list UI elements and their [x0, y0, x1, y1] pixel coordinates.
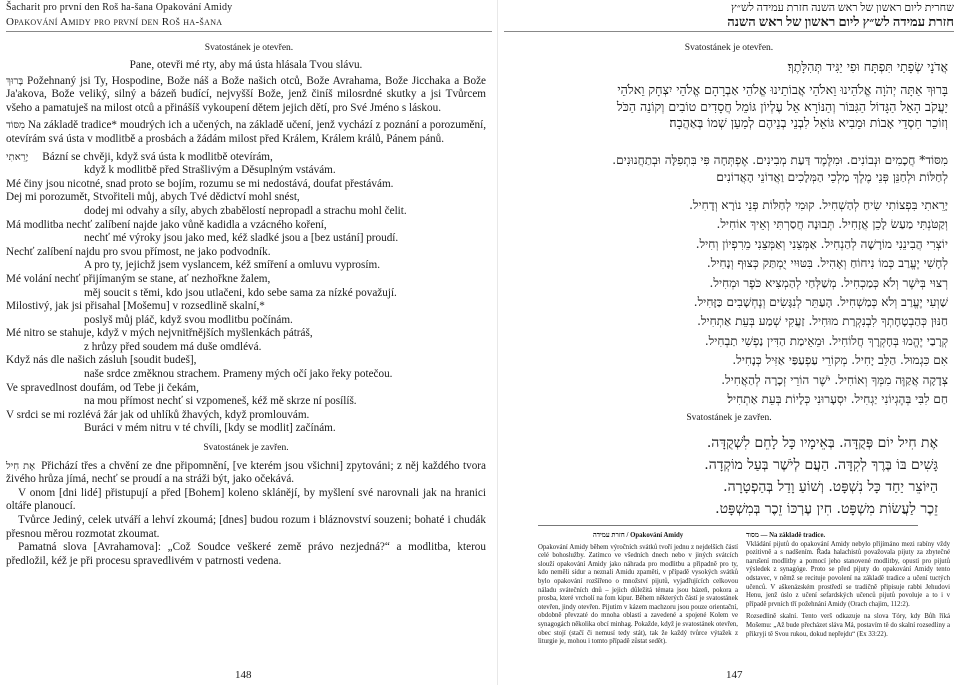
hebrew-avot-line: וְזוֹכֵר חַסְדֵי אָבוֹת וּמֵבִיא גּוֹאֵל לִבְנֵי בְנֵיהֶם לְמַעַן שְׁמוֹ בְּאַהֲבָה׃ — [669, 115, 948, 130]
poem-line-text: Mé činy jsou nicotné, snad proto se bojím, rozumu se mi nedostává, doufat přestávám. — [6, 177, 394, 190]
avot-text: Požehnaný jsi Ty, Hospodine, Bože náš a Bože našich otců, Bože Avrahama, Bože Jicchaka a Bože Ja'akova, Bože veliký, silný a bázeň budící, nejvyšší Bože, jenž činíš milosrdné skutky a jsi Tvůrcem všeho a pamatuješ na milost otců a přinášíš vykoupení dětem jejich dětí, pro Své Jméno s láskou. — [6, 74, 486, 114]
poem-line — [6, 422, 486, 436]
hebrew-piyyut-line: יוֹצְרִי הֲבִינֵנִי מוֹרָשָׁה לְהַנְחִיל. אַמְּצֵנִי וְאַמְּצֵנִי מֵרִפְיוֹן וְחִיל. — [695, 236, 948, 251]
et-chil-keyword: אֶת חִיל — [6, 460, 36, 472]
footnote-rule — [538, 525, 918, 526]
hebrew-piyyut-line: אִם כִּגְמוּל. הַלֵּב יָחִיל. מְקוֹרֵי עַפְעַפַּי אַזִּיל כְּנָחִיל. — [732, 353, 948, 368]
poem-line-text: Má modlitba nechť zalíbení najde jako vůně kadidla a vzácného koření, — [6, 218, 327, 231]
hebrew-closing-line: זֵכֶר לַעֲשׂוֹת מִשְׁפָּט. חִין עֶרְכּוֹ זֵכֶר בְּמִשְׁפָּט. — [715, 501, 938, 517]
hebrew-piyyut-line: חַם לִבִּי בְּהֶגְיוֹנִי יַגְחִיל. יִסְעָרוּנִי כְּלָיוֹת בְּעֵת אַתְחִיל׃ — [727, 392, 948, 407]
page-number: 148 — [235, 669, 252, 681]
hebrew-ark-closed-note: Svatostánek je zavřen. — [686, 413, 772, 423]
poem-line — [6, 354, 486, 368]
right-page — [498, 0, 960, 685]
ark-opened-note: Svatostánek je otevřen. — [204, 43, 294, 53]
closing-paragraph — [6, 514, 486, 541]
hebrew-piyyut-line: צְדָקָה אֲקַוֶּה מִמְּךָ וְאוֹחִיל. יֹשֶׁר הוֹרֵי זְכָרָה לְהַאֲחִיל. — [721, 372, 948, 387]
poem-line — [6, 314, 486, 328]
hebrew-closing-line: אֶת חִיל יוֹם פְּקֻדָּה. בְּאֵימָיו כָּל לָחֵם לִשְׁקֻדָּה. — [706, 435, 938, 451]
poem-line-text: Mé volání nechť přijímaným se stane, ať nezhořkne žalem, — [6, 272, 271, 285]
piyyut-yarati — [6, 151, 486, 436]
baruch-keyword: בָּרוּךְ — [6, 75, 24, 87]
hebrew-piyyut-line: רְצוּי בְּיֹשֶׁר וְלֹא כְּמַכְחִיל. מְשַׁלְּחַי לְהַמְצִיא כֹּפֶר וּמְחִיל. — [709, 275, 948, 290]
footnote-right — [746, 532, 950, 639]
hebrew-piyyut-line: חַנּוּן כְּהַבְטָחָתְךָ לִבְנִקְרַת מוּחִיל. זַעֲקִי שְׁמַע בְּעֵת אַתְחִיל. — [697, 314, 948, 329]
poem-line — [6, 300, 486, 314]
hebrew-closing-line: גָּשִׁים בּוֹ בֶּרֶךְ לְקִדָּה. הַעֲם לְיֹשֶׁר בְּעַל מוֹקְדָה. — [704, 457, 938, 473]
closing-paragraph — [6, 487, 486, 514]
hebrew-piyyut-line: קְרָבַי יֶהֱמוּ בְּחָקְרָךְ חֲלוֹחִיל. וּמֵאֵימַת הַדִּין נַפְשִׁי תַבְחִיל. — [704, 333, 948, 348]
hebrew-closing-line: הַיּוֹצֵר יַחַד כָּל נִשְׁפָּט. וְשׁוֹעַ וָדַל בְּהַפְטָרָה. — [723, 479, 938, 495]
poem-line-text: Dej mi porozumět, Stvořiteli můj, abych Tvé dědictví mohl snést, — [6, 191, 300, 204]
hebrew-misod-block — [508, 152, 948, 185]
hebrew-piyyut-line: שַׁוְעִי יֶעֱרַב וְלֹא כְּמַשְׁחִיל. הָעַתֵּר לְנִגָּשִׂים וְנֶחְשָׁבִים כַּזָּחִיל. — [693, 295, 948, 310]
footnote-right-text: Vkládání pijutů do opakování Amidy nebylo přijímáno mezi rabíny vždy pozitivně a s nadšením. Řada halachistů považovala pijuty za zbytečné narušení modlitby a pomocí jeho stanovené modlitby, opustí pro pijutů výsledek z synagóge. Proto se před pijuty do opakování Amidy tento odstavec, v němž se recituje povolení na základě tradice a učení tuctých učenců. V aškenázském prostředí se tradičně připisuje rabbi Jehudovi Henu, jenž úslo z učení sefardských učenců pijutů povoluje a to i v případě prvních tří požehnání Amidy (Orach chajim, 112:2). — [746, 540, 950, 608]
poem-line-text: nechť mé výroky jsou jako med, kéž sladké jsou a [bez ustání] proudí. — [84, 232, 399, 245]
poem-line-text: Nechť zalíbení najdu pro svou přímost, ne jako podvodník. — [6, 245, 271, 258]
poem-line-text: poslyš můj pláč, když svou modlitbu počínám. — [84, 313, 293, 326]
running-head-title: Opakování Amidy pro první den Roš ha-šana — [6, 16, 223, 28]
hebrew-avot-line: בָּרוּךְ אַתָּה יְהֹוָה אֱלֹהֵינוּ וֵאלֹהֵי אֲבוֹתֵינוּ אֱלֹהֵי אַבְרָהָם אֱלֹהֵי יִצְחָק וֵאלֹהֵי — [617, 82, 948, 97]
poem-line — [6, 232, 486, 246]
poem-line — [6, 246, 486, 260]
hebrew-page-number: 147 — [726, 669, 743, 681]
poem-line-text: naše srdce změknou strachem. Prameny mých očí jako řeky potečou. — [84, 368, 393, 381]
poem-line-text: Bázní se chvěji, když svá ústa k modlitbě otevírám, — [42, 150, 273, 163]
hebrew-closing-block — [538, 432, 938, 520]
poem-line-text: když k modlitbě před Strašlivým a Děsuplným vstávám. — [84, 164, 336, 177]
footnote-left-text: Opakování Amidy během výročních svátků tvoří jednu z nejdelších částí celé bohoslužby. Zatímco ve všedních dnech nebo v jiných svátcích slouží opakování Amidy jako náhrada pro modlitbu a připadně pro ty, kdo neměli sídur a neznali Amidu zpaměti, v případě vysokých svátků bylo opakování rozšířeno o množství pijutů, vyjadřujících celkovou náladu svátečních dnů – jejich důležitá témata jsou bázeň, pokora a prosba, které vrcholí na fom kipur. Během některých částí je svatostánek otevřen, jindy otevřen. Pijutim v kázem machzoru jsou pouze orientační, obdobně převzaté do mnoha oblastí a zavedené a spojené Kolem ve synagogách několika obcí minhag. Pokažde, když je svatostánek otevřen, obec stojí (stačí či nemusí tedy stát), tak že každý tvůrce výtažek z liturgie je, mohou i tomto případě zůstat sedět). — [538, 543, 738, 646]
hebrew-piyyut-line: וְקַטֹּנְתִּי מַעַשׂ לָכֵן אֲזָחִיל. תְּבוּנָה חֲסַרְתִּי וְאֵיךְ אוֹחִיל. — [716, 217, 948, 232]
hebrew-ark-opened-note: Svatostánek je otevřen. — [684, 43, 774, 53]
poem-line — [6, 219, 486, 233]
intro-verse: Pane, otevři mé rty, aby má ústa hlásala Tvou slávu. — [129, 59, 363, 71]
poem-line — [6, 164, 486, 178]
poem-line — [6, 151, 486, 165]
poem-line-text: z hrůzy před soudem má duše omdlévá. — [84, 340, 262, 353]
misod-paragraph — [6, 119, 486, 146]
footnote-right-tail: Rozsedlině skalní. Tento verš odkazuje na slova Tóry, kdy Bůh říká Mošemu: „Až bude přecházet sláva Má, postavím tě do skalní rozsedliny a přikryji tě Svou rukou, dokud nepřejdu“ (Ex 33:22). — [746, 613, 950, 638]
hebrew-running-head-top: שחרית ליום ראשון של ראש השנה חזרת עמידה לש״ץ — [731, 2, 954, 14]
poem-line-text: A pro ty, jejichž jsem vyslancem, kéž smíření a omluvu vyprosím. — [84, 259, 380, 272]
closing-paragraph — [6, 541, 486, 568]
hebrew-avot-block — [508, 82, 948, 132]
footnote-left — [538, 532, 738, 647]
running-head-top: Šacharit pro první den Roš ha-šana Opakování Amidy — [6, 2, 233, 13]
footnote-left-heading: חזרת עמידה / Opakování Amidy — [592, 532, 684, 539]
hebrew-avot-line: יַעֲקֹב הָאֵל הַגָּדוֹל הַגִּבּוֹר וְהַנּוֹרָא אֵל עֶלְיוֹן גּוֹמֵל חֲסָדִים טוֹבִים וְקוֹנֵה הַכֹּל — [616, 98, 948, 114]
closing-paragraph — [6, 460, 486, 487]
closing-paragraph-text: Pamatná slova [Avrahamova]: „Což Soudce veškeré země právo nezjedná?“ a modlitba, kterou předložil, kéž je při procesu spravedlivém v patrnosti vedena. — [6, 541, 486, 567]
poem-line-text: Když nás dle našich zásluh [soudit budeš], — [6, 354, 197, 367]
poem-line-text: Milostivý, jak jsi přisahal [Mošemu] v rozsedlině skalní,* — [6, 300, 265, 313]
misod-text: Na základě tradice* moudrých ich a učených, na základě učení, jenž vychází z poznání a porozumění, otevírám svá ústa v modlitbě a prosbách a žádám milost před Králem, Králem králů, Pánem pánů. — [6, 119, 487, 145]
poem-line — [6, 382, 486, 396]
poem-line — [6, 368, 486, 382]
poem-line-text: dodej mi odvahy a síly, abych zbabělostí nepropadl a strachu mohl čelit. — [84, 204, 407, 217]
footnote-right-heading: מסוד — Na základě tradice. — [746, 532, 826, 539]
closing-paragraphs — [6, 460, 486, 569]
poem-line-text: Ve spravedlnost doufám, od Tebe ji čekám, — [6, 381, 199, 394]
poem-line-text: Mé nitro se stahuje, když v mých nejvnitřnějších myšlenkách pátráš, — [6, 327, 313, 340]
poem-line-text: Buráci v mém nitru v té chvíli, [kdy se modlit] začínám. — [84, 422, 336, 435]
poem-line — [6, 273, 486, 287]
hebrew-piyyut-block — [508, 196, 948, 409]
closing-paragraph-text: V onom [dni lidé] přistupují a před [Bohem] koleno sklánějí, by myšlení své narovnali jak na hranici oltáře planoucí. — [6, 486, 486, 513]
hebrew-misod-line: מִסּוֹד* חֲכָמִים וּנְבוֹנִים. וּמִלֶּמֶד דַּעַת מְבִינִים. אֶפְתְּחָה פִּי בִּתְפִלָּה וּבְתַחֲנוּנִים. — [612, 153, 948, 167]
ark-closed-note: Svatostánek je zavřen. — [203, 443, 289, 454]
poem-line — [6, 395, 486, 409]
poem-line — [6, 178, 486, 192]
misod-keyword: מִסּוֹד — [6, 120, 25, 132]
hebrew-running-head-title: חזרת עמידה לש״ץ ליום ראשון של ראש השנה — [727, 14, 954, 29]
header-rule — [6, 31, 492, 32]
hebrew-piyyut-line: יָרֵאתִי בִּפְצוֹתִי שִׂיחַ לְהַשְׁחִיל. קוּמִי לְחַלּוֹת פְּנֵי נוֹרָא וְדָחִיל. — [689, 198, 948, 212]
poem-line — [6, 327, 486, 341]
translation-column — [6, 59, 486, 568]
hebrew-piyyut-line: לְחָשִׁי יֶעֱרַב כְּמוֹ נִיחוֹחַ וְאָהִיל. בִּטּוּיִי יֻמְתַּק כְּצוּף וְנָחִיל. — [706, 256, 948, 271]
poem-line-text: V srdci se mi rozlévá žár jak od uhlíků žhavých, když promlouvám. — [6, 408, 310, 421]
hebrew-intro-verse: אֲדֹנָי שְׂפָתַי תִּפְתָּח וּפִי יַגִּיד תְּהִלָּתֶךָ׃ — [787, 59, 948, 74]
poem-line-text: měj soucit s těmi, kdo jsou utlačeni, kdo sebe sama za nízké považují. — [84, 286, 397, 299]
hebrew-header-rule — [504, 31, 954, 32]
closing-paragraph-text: Tvůrce Jediný, celek utváří a lehví zkoumá; [dnes] budou rozum i bláznovství souzeni; bohaté i chudák přesnou měrou rozmotat zkoumat. — [6, 514, 486, 540]
poem-line — [6, 191, 486, 205]
poem-line — [6, 205, 486, 219]
avot-paragraph — [6, 75, 486, 116]
hebrew-misod-line: לְחַלּוֹת וּלְחַנֵּן פְּנֵי מֶלֶךְ מַלְכֵי הַמְּלָכִים וַאֲדוֹנֵי הָאֲדוֹנִים׃ — [716, 169, 948, 184]
poem-line — [6, 341, 486, 355]
poem-line-text: na mou přímost nechť si vzpomeneš, kéž mě skrze ní posílíš. — [84, 395, 357, 408]
poem-line — [6, 409, 486, 423]
poem-line — [6, 287, 486, 301]
closing-paragraph-text: Přichází třes a chvění ze dne připomnění, [ve kterém jsou všichni] zpytováni; z něj každého tvora živého hrůza jímá, nechť se proudí a na stráži být, jako očekává. — [6, 459, 486, 486]
poem-line — [6, 259, 486, 273]
poem-lines — [6, 151, 486, 436]
yarati-keyword: יָרֵאתִי — [6, 151, 29, 163]
